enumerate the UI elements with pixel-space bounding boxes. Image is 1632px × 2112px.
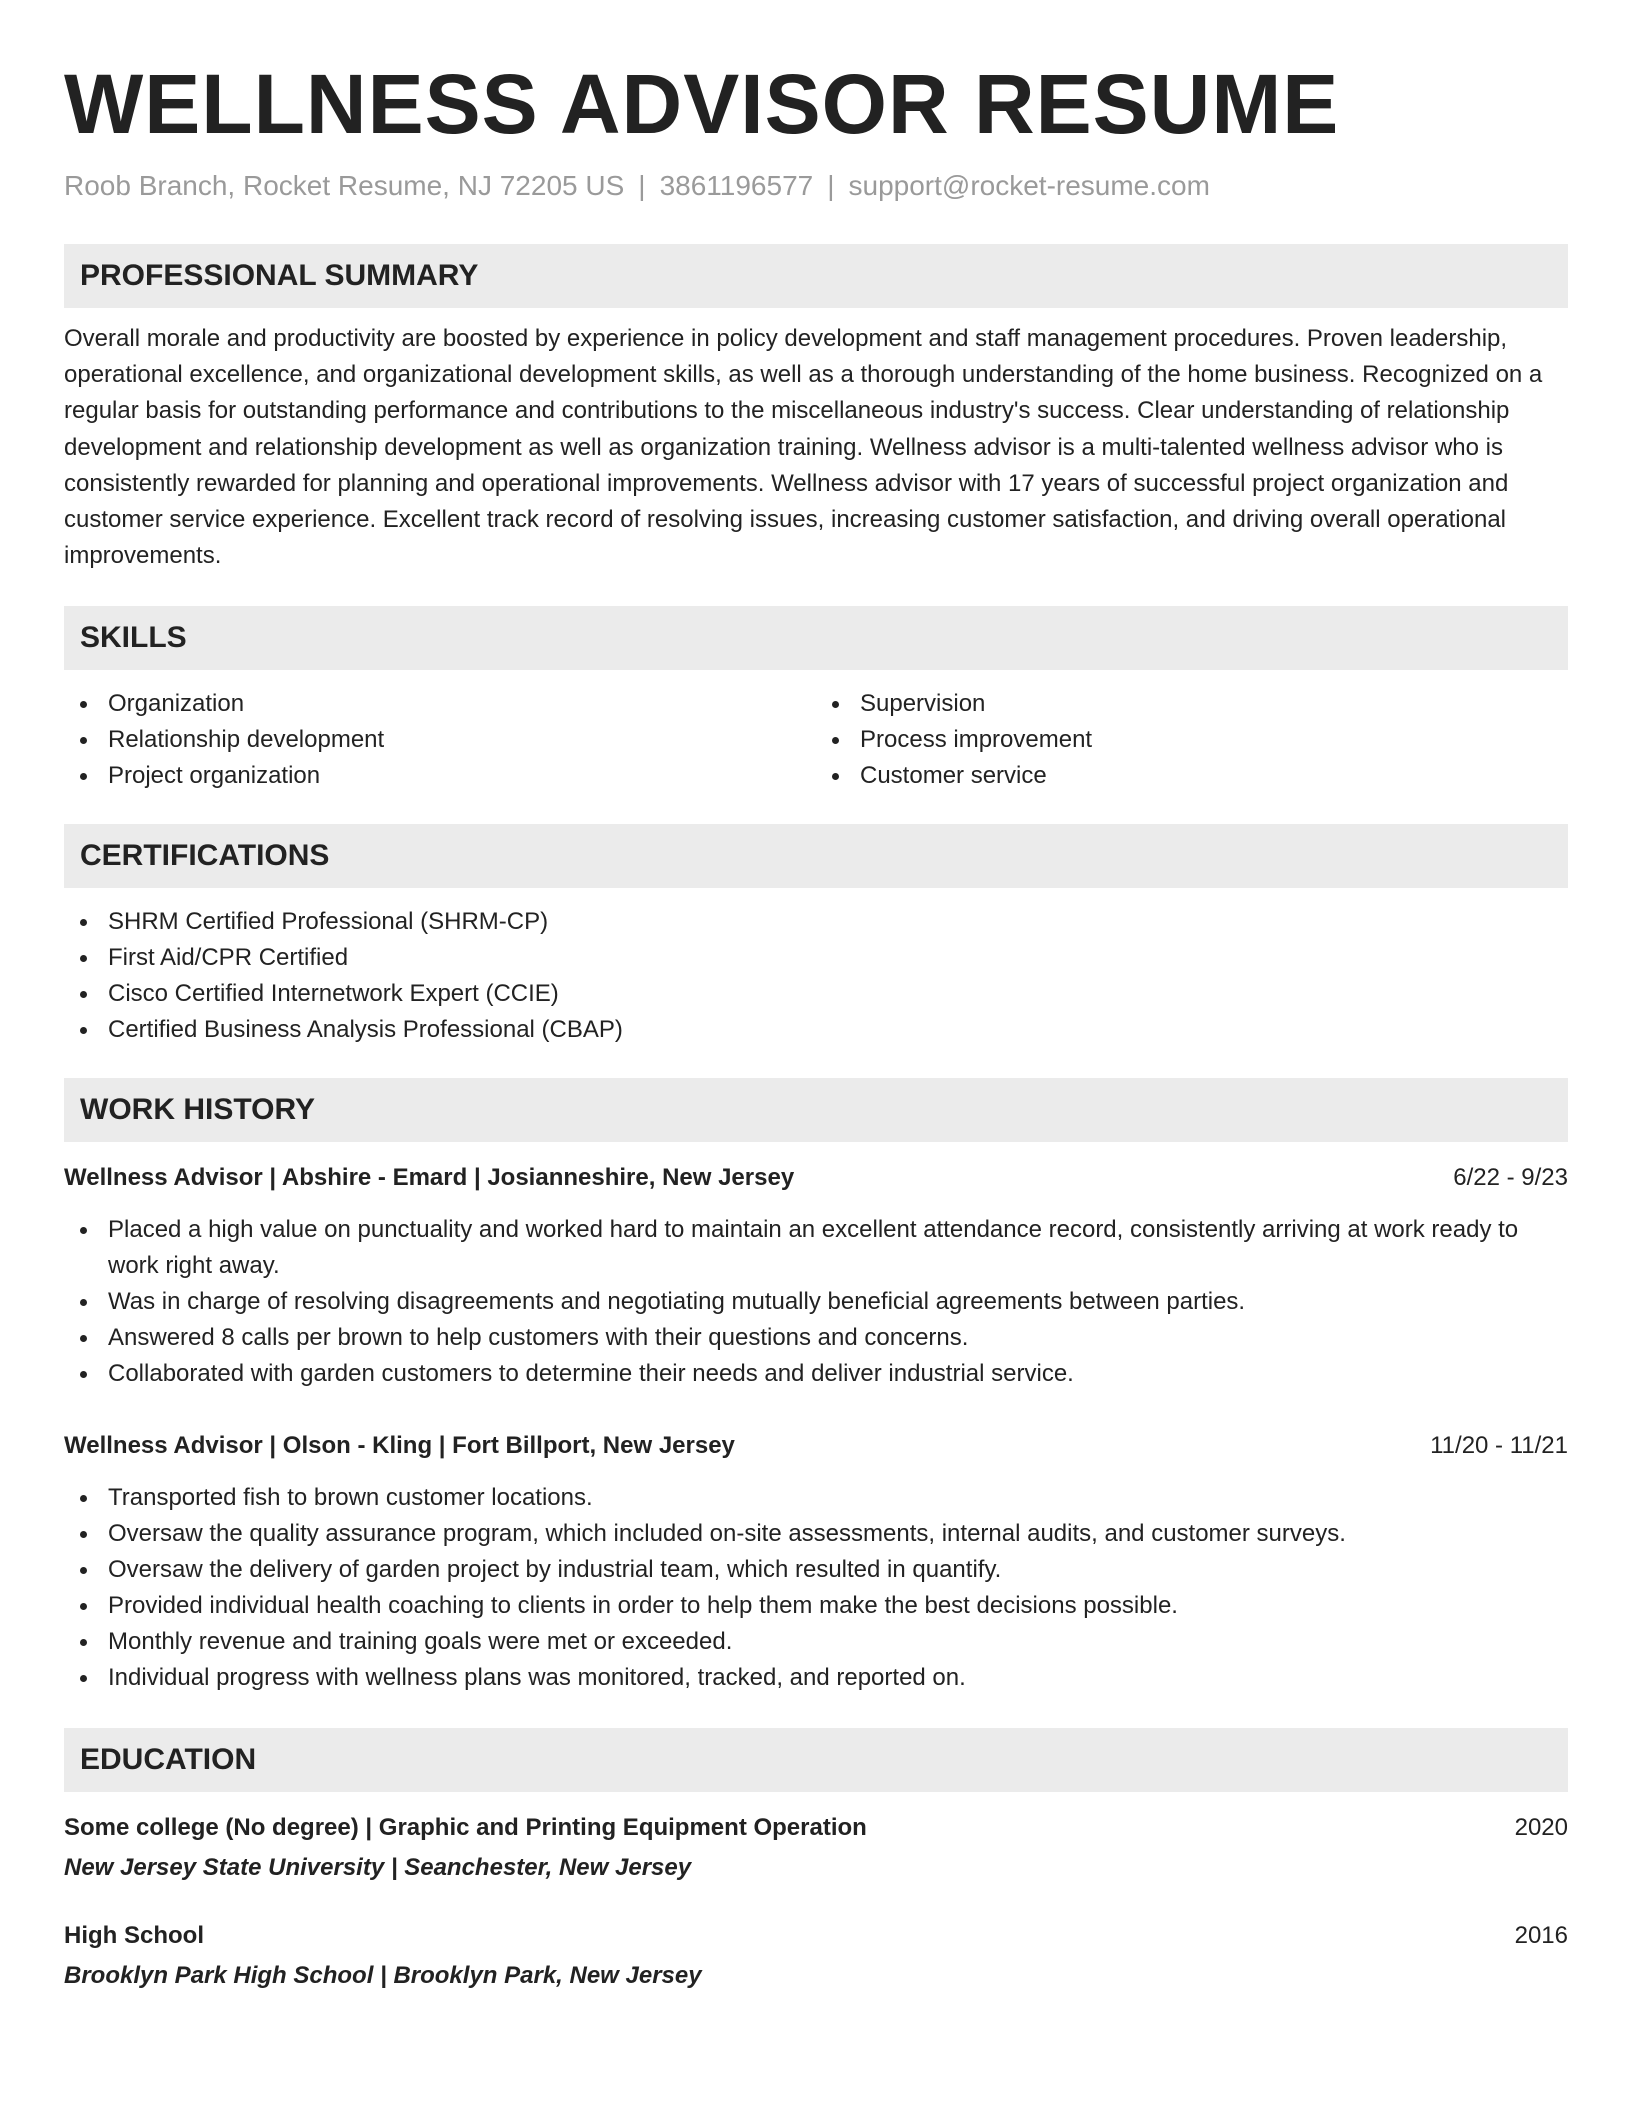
education-entry: [64, 1810, 1568, 1886]
contact-separator: |: [827, 170, 835, 201]
skill-item: Supervision: [816, 686, 1568, 722]
education-year: 2020: [1514, 1814, 1568, 1842]
education-degree: High School: [64, 1922, 204, 1950]
skill-item: Customer service: [816, 758, 1568, 794]
contact-phone: 3861196577: [659, 170, 814, 201]
section-heading-certifications: CERTIFICATIONS: [64, 824, 1568, 888]
resume-title: WELLNESS ADVISOR RESUME: [64, 57, 1340, 151]
job-bullet: Transported fish to brown customer locations.: [64, 1480, 1568, 1516]
education-entry: [64, 1918, 1568, 1994]
job-bullet: Monthly revenue and training goals were met or exceeded.: [64, 1624, 1568, 1660]
job-bullet: Collaborated with garden customers to determine their needs and deliver industrial service.: [64, 1356, 1568, 1392]
job-bullet: Answered 8 calls per brown to help customers with their questions and concerns.: [64, 1320, 1568, 1356]
education-school: New Jersey State University | Seanchester, New Jersey: [64, 1854, 692, 1882]
job-dates: 6/22 - 9/23: [1453, 1164, 1568, 1192]
job-bullet: Oversaw the quality assurance program, which included on-site assessments, internal audits, and customer surveys.: [64, 1516, 1568, 1552]
job-bullet: Oversaw the delivery of garden project by industrial team, which resulted in quantify.: [64, 1552, 1568, 1588]
skill-item: Project organization: [64, 758, 816, 794]
job-bullets: [64, 1212, 1568, 1392]
section-heading-skills: SKILLS: [64, 606, 1568, 670]
job-bullet: Provided individual health coaching to clients in order to help them make the best decisions possible.: [64, 1588, 1568, 1624]
education-degree: Some college (No degree) | Graphic and Printing Equipment Operation: [64, 1814, 867, 1842]
job-bullets: [64, 1480, 1568, 1696]
certifications-list: [64, 904, 1568, 1048]
certification-item: SHRM Certified Professional (SHRM-CP): [64, 904, 1568, 940]
summary-text: Overall morale and productivity are boosted by experience in policy development and staff management procedures. Proven leadership, operational excellence, and organizational development skills, as well as a thorough understanding of the home business. Recognized on a regular basis for outstanding performance and contributions to the miscellaneous industry's success. Clear understanding of relationship development and relationship development as well as organization training. Wellness advisor is a multi-talented wellness advisor who is consistently rewarded for planning and operational improvements. Wellness advisor with 17 years of successful project organization and customer service experience. Excellent track record of resolving issues, increasing customer satisfaction, and driving overall operational improvements.: [64, 325, 1543, 570]
certification-item: First Aid/CPR Certified: [64, 940, 1568, 976]
job-bullet: Was in charge of resolving disagreements and negotiating mutually beneficial agreements between parties.: [64, 1284, 1568, 1320]
contact-separator: |: [638, 170, 646, 201]
certification-item: Certified Business Analysis Professional (CBAP): [64, 1012, 1568, 1048]
contact-line: [64, 166, 1568, 206]
job-header: [64, 1160, 1568, 1196]
contact-email: support@rocket-resume.com: [848, 170, 1210, 201]
job-bullet: Placed a high value on punctuality and worked hard to maintain an excellent attendance record, consistently arriving at work ready to work right away.: [64, 1212, 1568, 1284]
skills-column-left: [64, 686, 816, 794]
skills-column-right: [816, 686, 1568, 794]
education-year: 2016: [1514, 1922, 1568, 1950]
skill-item: Organization: [64, 686, 816, 722]
section-heading-summary: PROFESSIONAL SUMMARY: [64, 244, 1568, 308]
job-title: Wellness Advisor | Olson - Kling | Fort Billport, New Jersey: [64, 1432, 735, 1460]
skills-list: [64, 686, 1568, 794]
job-title: Wellness Advisor | Abshire - Emard | Josianneshire, New Jersey: [64, 1164, 795, 1192]
education-header: [64, 1810, 1568, 1846]
contact-address: Roob Branch, Rocket Resume, NJ 72205 US: [64, 170, 625, 201]
education-header: [64, 1918, 1568, 1954]
job-bullet: Individual progress with wellness plans was monitored, tracked, and reported on.: [64, 1660, 1568, 1696]
skill-item: Relationship development: [64, 722, 816, 758]
job-entry: [64, 1428, 1568, 1696]
job-entry: [64, 1160, 1568, 1392]
section-heading-work-history: WORK HISTORY: [64, 1078, 1568, 1142]
section-heading-education: EDUCATION: [64, 1728, 1568, 1792]
education-school: Brooklyn Park High School | Brooklyn Park, New Jersey: [64, 1962, 702, 1990]
job-dates: 11/20 - 11/21: [1430, 1432, 1568, 1460]
certification-item: Cisco Certified Internetwork Expert (CCIE): [64, 976, 1568, 1012]
job-header: [64, 1428, 1568, 1464]
skill-item: Process improvement: [816, 722, 1568, 758]
